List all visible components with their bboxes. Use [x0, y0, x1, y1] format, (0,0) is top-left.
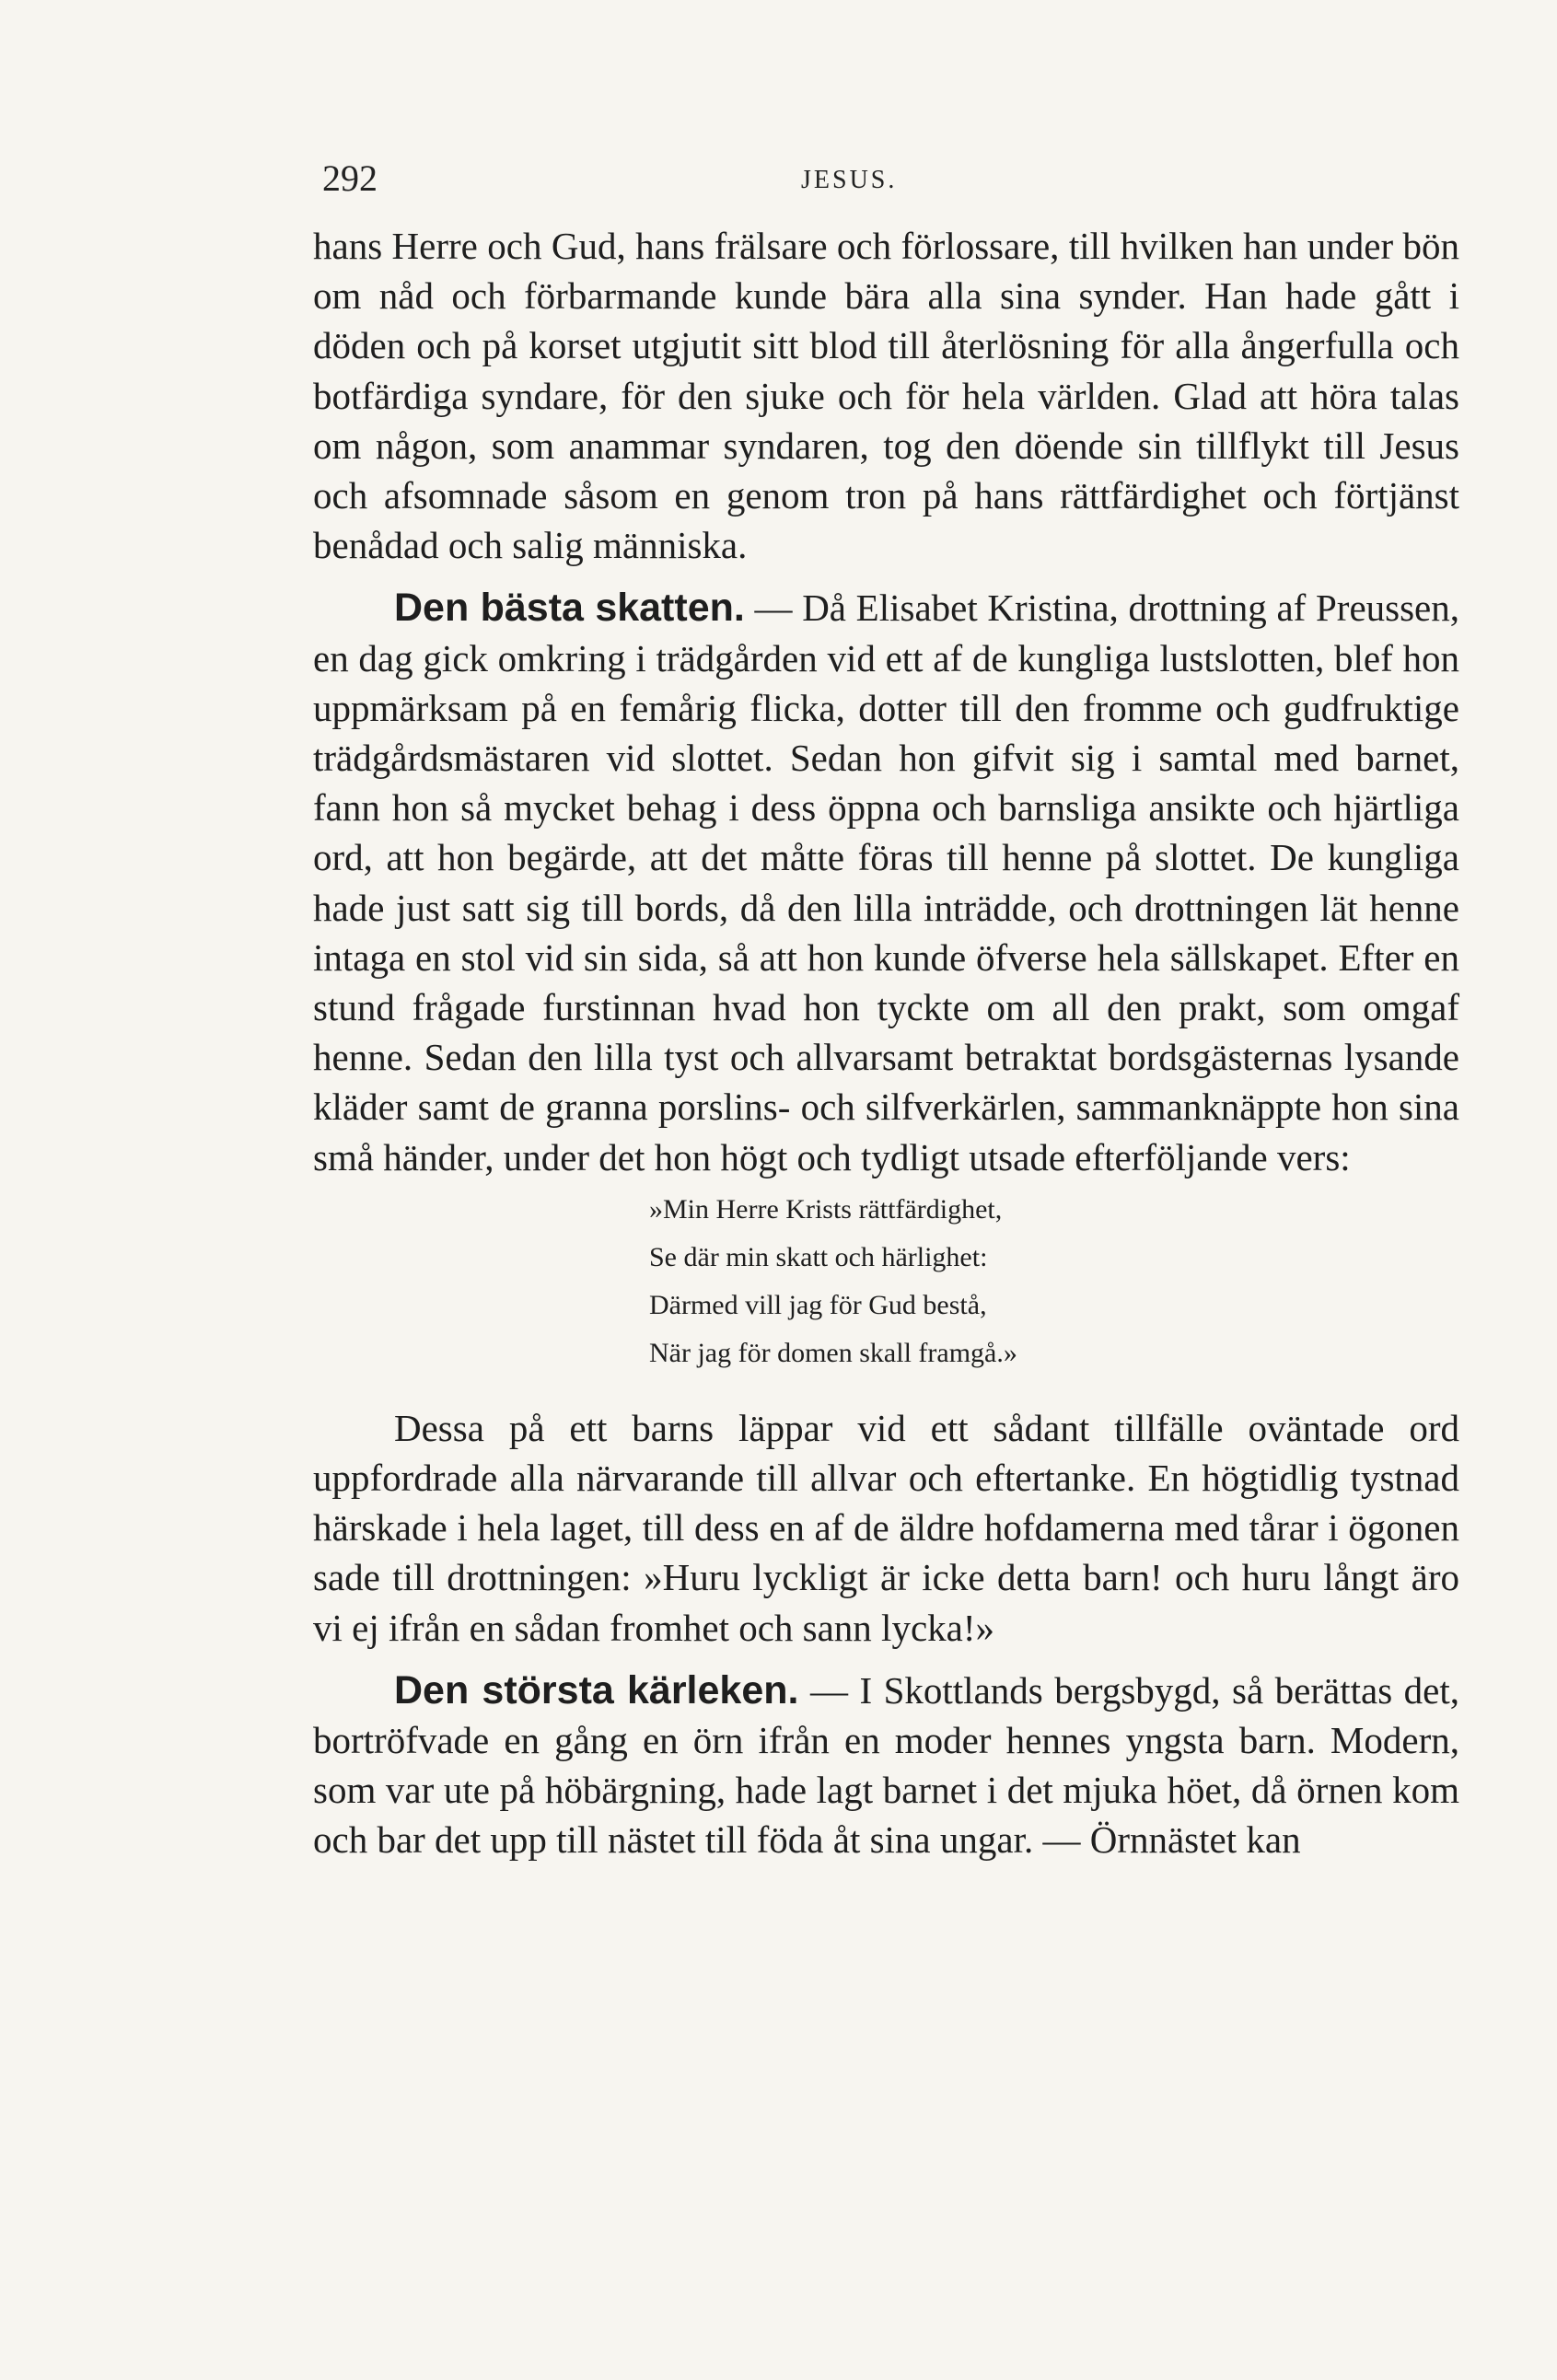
verse-line-3: Därmed vill jag för Gud bestå,: [649, 1289, 987, 1320]
verse-line-4: När jag för domen skall framgå.»: [649, 1337, 1017, 1368]
section-den-storsta-karleken: [313, 1666, 1459, 1865]
verse-line-2: Se där min skatt och härlighet:: [649, 1241, 988, 1272]
section-den-basta-skatten: [313, 583, 1459, 1181]
after-verse-paragraph: Dessa på ett barns läppar vid ett sådant tillfälle oväntade ord uppfordrade alla närvarande till allvar och eftertanke. En högtidlig tystnad härskade i hela laget, till dess en af de äldre hofdamerna med tårar i ögonen sade till drottningen: »Huru lyckligt är icke detta barn! och huru långt äro vi ej ifrån en sådan fromhet och sann lycka!»: [313, 1406, 1459, 1649]
opening-paragraph: hans Herre och Gud, hans frälsare och förlossare, till hvilken han under bön om nåd och förbarmande kunde bära alla sina synder. Han hade gått i döden och på korset utgjutit sitt blod till återlösning för alla ångerfulla och botfärdiga syndare, för den sjuke och för hela världen. Glad att höra talas om någon, som anammar syndaren, tog den döende sin tillflykt till Jesus och afsomnade såsom en genom tron på hans rättfärdighet och förtjänst benådad och salig människa.: [313, 225, 1459, 567]
section-text-2: — I Skottlands bergsbygd, så berättas det, bortröfvade en gång en örn ifrån en moder hennes yngsta barn. Modern, som var ute på höbärgning, hade lagt barnet i det mjuka höet, då örnen kom och bar det upp till nästet till föda åt sina ungar. — Örnnästet kan: [313, 1668, 1459, 1862]
section-title-1: Den bästa skatten.: [394, 586, 745, 631]
section-text-1: — Då Elisabet Kristina, drottning af Preussen, en dag gick omkring i trädgården vid ett af de kungliga lustslotten, blef hon uppmärksam på en femårig flicka, dotter till den fromme och gudfruktige trädgårdsmästaren vid slottet. Sedan hon gifvit sig i samtal med barnet, fann hon så mycket behag i dess öppna och barnsliga ansikte och hjärtliga ord, att hon begärde, att det måtte föras till henne på slottet. De kungliga hade just satt sig till bords, då den lilla inträdde, och drottningen lät henne intaga en stol vid sin sida, så att hon kunde öfverse hela sällskapet. Efter en stund frågade furstinnan hvad hon tyckte om all den prakt, som omgaf henne. Sedan den lilla tyst och allvarsamt betraktat bordsgästernas lysande kläder samt de granna porslins- och silfverkärlen, sammanknäppte hon sina små händer, under det hon högt och tydligt utsade efterföljande vers:: [313, 586, 1459, 1178]
running-head: [322, 157, 1455, 212]
page-number: 292: [322, 157, 378, 199]
section-title-2: Den största kärleken.: [394, 1667, 799, 1712]
running-title: JESUS.: [801, 166, 898, 194]
verse-block: [649, 1186, 1459, 1377]
verse-line-1: »Min Herre Krists rättfärdighet,: [649, 1193, 1003, 1225]
body-text: [313, 221, 1459, 1865]
